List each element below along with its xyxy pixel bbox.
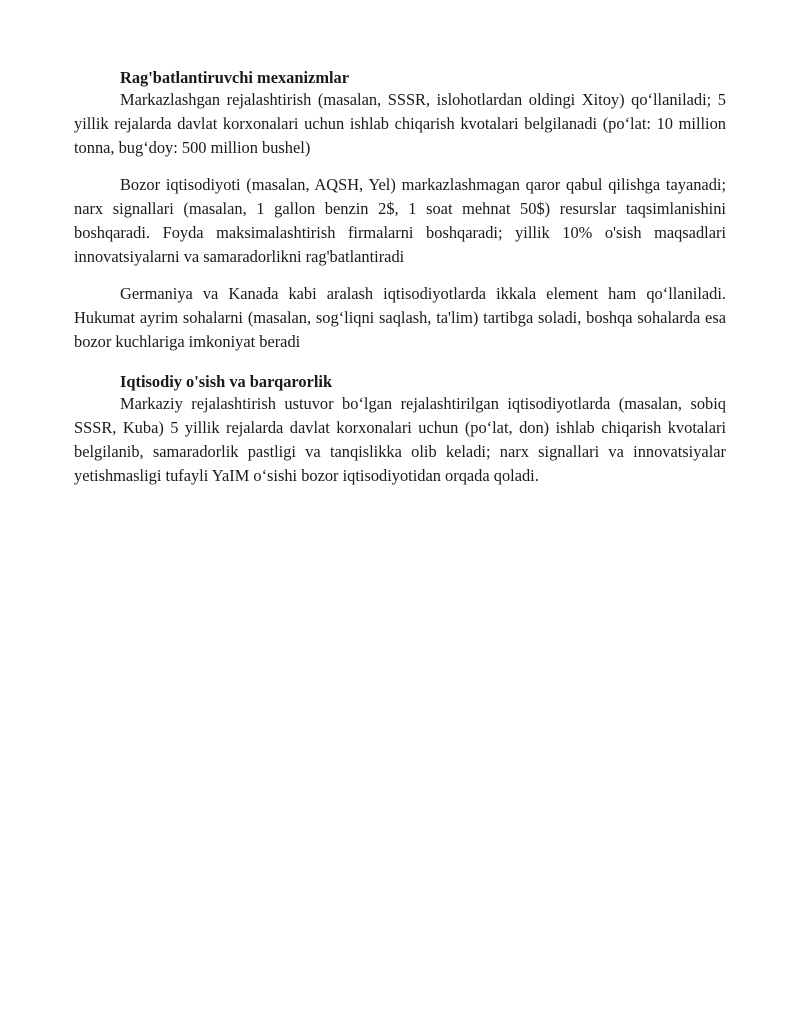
- paragraph-market-economy: Bozor iqtisodiyoti (masalan, AQSH, Yel) markazlashmagan qaror qabul qilishga tayanadi; narx signallari (masalan, 1 gallon benzin 2$, 1 soat mehnat 50$) resurslar taqsimlanishini boshqaradi. Foyda maksimalashtirish firmalarni boshqaradi; yillik 10% o'sish maqsadlari innovatsiyalarni va samaradorlikni rag'batlantiradi: [74, 175, 726, 266]
- document-page: [74, 68, 726, 488]
- paragraph-central-planning: Markazlashgan rejalashtirish (masalan, SSSR, islohotlardan oldingi Xitoy) qo‘llaniladi; 5 yillik rejalarda davlat korxonalari uchun ishlab chiqarish kvotalari belgilanadi (po‘lat: 10 million tonna, bug‘doy: 500 million bushel): [74, 90, 726, 157]
- section-heading-growth-stability: Iqtisodiy o'sish va barqarorlik: [120, 372, 333, 391]
- paragraph-spacer: [74, 269, 726, 282]
- paragraph-planned-economies: Markaziy rejalashtirish ustuvor bo‘lgan rejalashtirilgan iqtisodiyotlarda (masalan, sobiq SSSR, Kuba) 5 yillik rejalarda davlat korxonalari uchun (po‘lat, don) ishlab chiqarish kvotalari belgilanib, samaradorlik pastligi va tanqislikka olib keladi; narx signallari va innovatsiyalar yetishmasligi tufayli YaIM o‘sishi bozor iqtisodiyotidan orqada qoladi.: [74, 394, 726, 485]
- section-heading-incentives: Rag'batlantiruvchi mexanizmlar: [120, 68, 349, 87]
- paragraph-mixed-economy: Germaniya va Kanada kabi aralash iqtisodiyotlarda ikkala element ham qo‘llaniladi. Hukumat ayrim sohalarni (masalan, sog‘liqni saqlash, ta'lim) tartibga soladi, boshqa sohalarda esa bozor kuchlariga imkoniyat beradi: [74, 284, 726, 351]
- section-spacer: [74, 354, 726, 372]
- paragraph-spacer: [74, 160, 726, 173]
